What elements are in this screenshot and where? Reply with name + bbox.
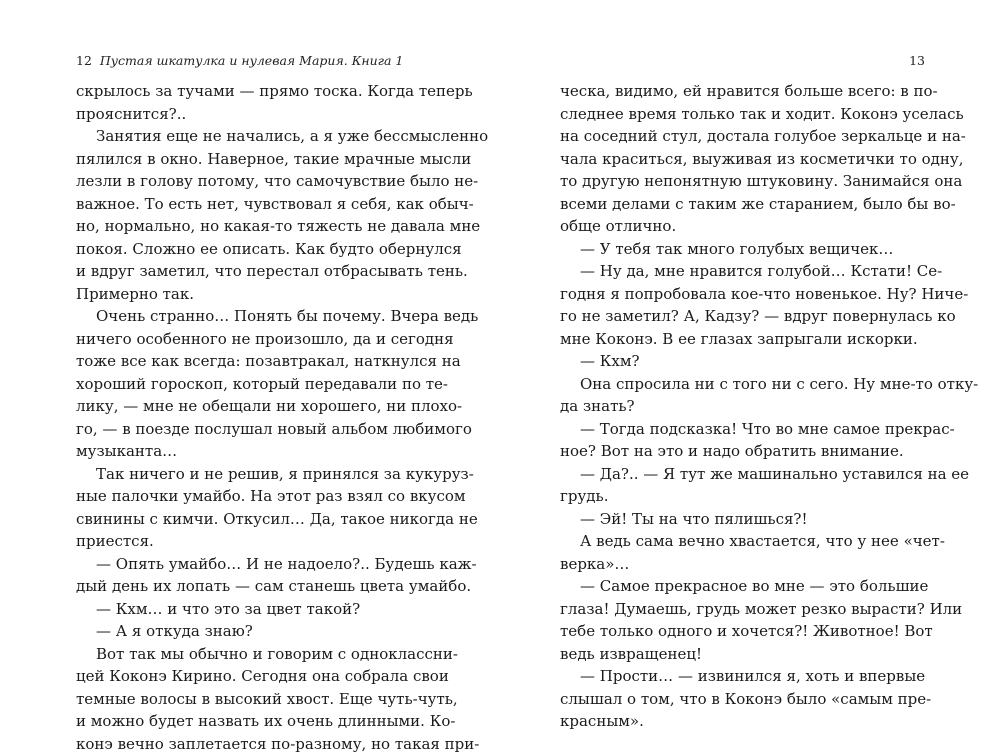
text-line: на соседний стул, достала голубое зеркальце и на-	[560, 125, 925, 148]
text-line: — У тебя так много голубых вещичек…	[560, 238, 925, 261]
text-line: грудь.	[560, 485, 925, 508]
text-line: — Ну да, мне нравится голубой… Кстати! Се-	[560, 260, 925, 283]
text-line: важное. То есть нет, чувствовал я себя, как обыч-	[76, 193, 436, 216]
text-line: приестся.	[76, 530, 436, 553]
left-page	[76, 0, 436, 736]
text-line: верка»…	[560, 553, 925, 576]
text-line: го, — в поезде послушал новый альбом любимого	[76, 418, 436, 441]
text-line: цей Коконэ Кирино. Сегодня она собрала свои	[76, 665, 436, 688]
text-line: скрылось за тучами — прямо тоска. Когда теперь	[76, 80, 436, 103]
text-line: — А я откуда знаю?	[76, 620, 436, 643]
right-page	[560, 0, 925, 736]
text-line: — Эй! Ты на что пялишься?!	[560, 508, 925, 531]
text-line: Она спросила ни с того ни с сего. Ну мне-то отку-	[560, 373, 925, 396]
text-line: — Кхм?	[560, 350, 925, 373]
text-line: свинины с кимчи. Откусил… Да, такое никогда не	[76, 508, 436, 531]
text-line: дый день их лопать — сам станешь цвета умайбо.	[76, 575, 436, 598]
text-line: А ведь сама вечно хвастается, что у нее «чет-	[560, 530, 925, 553]
text-line: и вдруг заметил, что перестал отбрасывать тень.	[76, 260, 436, 283]
text-line: конэ вечно заплетается по-разному, но такая при-	[76, 733, 436, 755]
text-line: да знать?	[560, 395, 925, 418]
right-page-text	[560, 80, 925, 733]
text-line: чала краситься, выуживая из косметички то одну,	[560, 148, 925, 171]
text-line: — Да?.. — Я тут же машинально уставился на ее	[560, 463, 925, 486]
text-line: и можно будет назвать их очень длинными. Ко-	[76, 710, 436, 733]
text-line: ные палочки умайбо. На этот раз взял со вкусом	[76, 485, 436, 508]
text-line: — Прости… — извинился я, хоть и впервые	[560, 665, 925, 688]
text-line: ничего особенного не произошло, да и сегодня	[76, 328, 436, 351]
text-line: мне Коконэ. В ее глазах запрыгали искорки.	[560, 328, 925, 351]
text-line: — Кхм… и что это за цвет такой?	[76, 598, 436, 621]
text-line: пялился в окно. Наверное, такие мрачные мысли	[76, 148, 436, 171]
running-title: Пустая шкатулка и нулевая Мария. Книга 1	[100, 53, 403, 68]
text-line: Занятия еще не начались, а я уже бессмысленно	[76, 125, 436, 148]
text-line: ведь извращенец!	[560, 643, 925, 666]
text-line: ческа, видимо, ей нравится больше всего: в по-	[560, 80, 925, 103]
running-head	[76, 53, 436, 68]
text-line: Так ничего и не решив, я принялся за кукуруз-	[76, 463, 436, 486]
page-number-right: 13	[909, 53, 925, 68]
text-line: тоже все как всегда: позавтракал, наткнулся на	[76, 350, 436, 373]
text-line: Очень странно… Понять бы почему. Вчера ведь	[76, 305, 436, 328]
text-line: прояснится?..	[76, 103, 436, 126]
text-line: ное? Вот на это и надо обратить внимание.	[560, 440, 925, 463]
text-line: лику, — мне не обещали ни хорошего, ни плохо-	[76, 395, 436, 418]
text-line: покоя. Сложно ее описать. Как будто обернулся	[76, 238, 436, 261]
text-line: красным».	[560, 710, 925, 733]
text-line: лезли в голову потому, что самочувствие было не-	[76, 170, 436, 193]
text-line: тебе только одного и хочется?! Животное! Вот	[560, 620, 925, 643]
text-line: следнее время только так и ходит. Коконэ уселась	[560, 103, 925, 126]
text-line: темные волосы в высокий хвост. Еще чуть-чуть,	[76, 688, 436, 711]
text-line: глаза! Думаешь, грудь может резко вырасти? Или	[560, 598, 925, 621]
text-line: но, нормально, но какая-то тяжесть не давала мне	[76, 215, 436, 238]
text-line: обще отлично.	[560, 215, 925, 238]
text-line: музыканта…	[76, 440, 436, 463]
text-line: — Опять умайбо… И не надоело?.. Будешь каж-	[76, 553, 436, 576]
text-line: слышал о том, что в Коконэ было «самым пре-	[560, 688, 925, 711]
text-line: всеми делами с таким же старанием, было бы во-	[560, 193, 925, 216]
text-line: годня я попробовала кое-что новенькое. Ну? Ниче-	[560, 283, 925, 306]
text-line: Вот так мы обычно и говорим с одноклассни-	[76, 643, 436, 666]
left-page-text	[76, 80, 436, 755]
text-line: хороший гороскоп, который передавали по те-	[76, 373, 436, 396]
text-line: то другую непонятную штуковину. Занимайся она	[560, 170, 925, 193]
text-line: го не заметил? А, Кадзу? — вдруг повернулась ко	[560, 305, 925, 328]
page-number-left: 12	[76, 53, 92, 68]
text-line: Примерно так.	[76, 283, 436, 306]
text-line: — Самое прекрасное во мне — это большие	[560, 575, 925, 598]
text-line: — Тогда подсказка! Что во мне самое прекрас-	[560, 418, 925, 441]
